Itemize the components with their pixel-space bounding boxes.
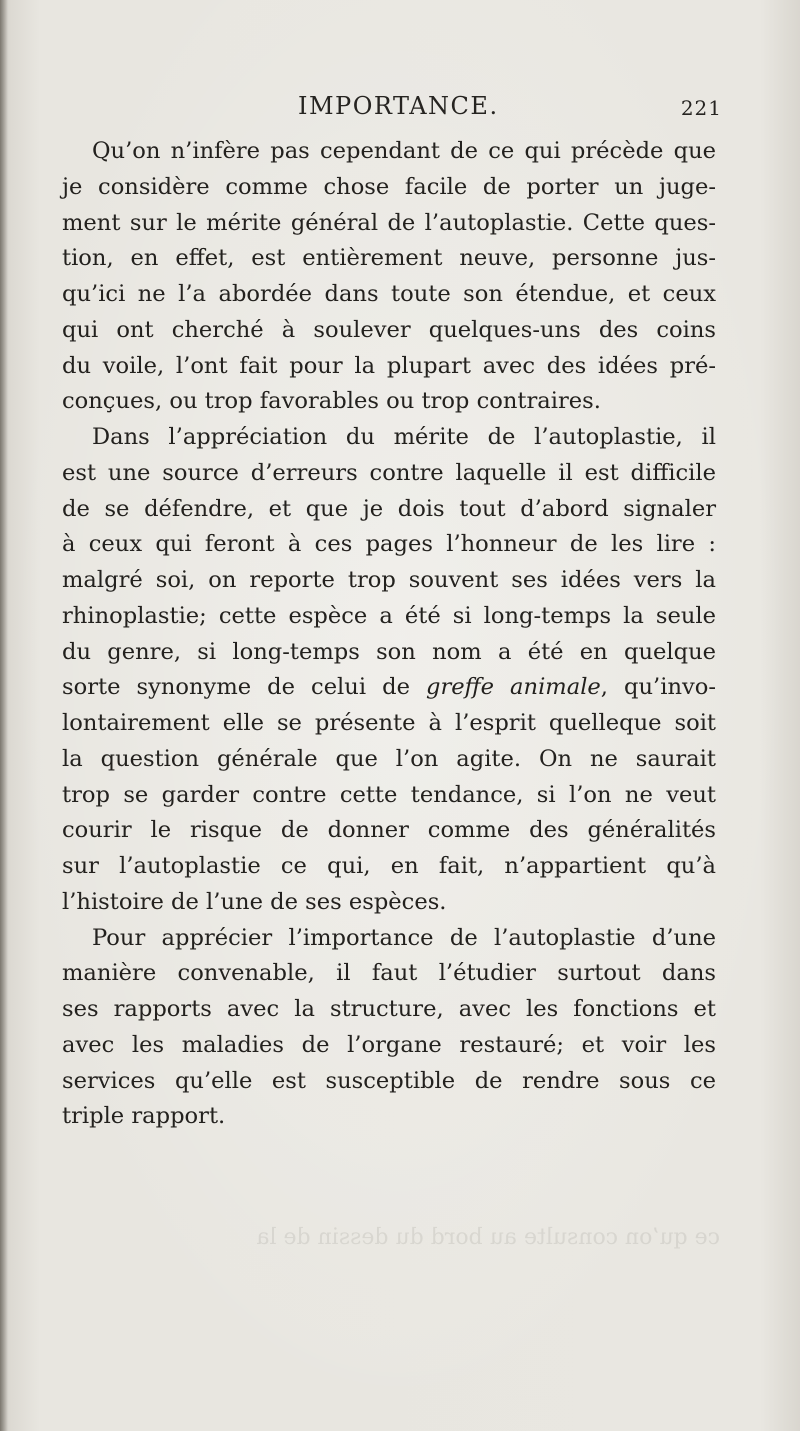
text-line: du voile, l’ont fait pour la plupart avec des idées pré- xyxy=(62,352,716,379)
text-line: sorte synonyme de celui de greffe animale, qu’invo- xyxy=(62,674,716,701)
body-text xyxy=(62,134,716,1135)
italic-term: greffe animale xyxy=(426,674,601,701)
paragraph-2 xyxy=(62,420,716,921)
text-line: l’histoire de l’une de ses espèces. xyxy=(62,888,447,915)
text-line: lontairement elle se présente à l’esprit quelleque soit xyxy=(62,710,716,736)
text-line: ment sur le mérite général de l’autoplastie. Cette ques- xyxy=(62,209,716,236)
text-line: triple rapport. xyxy=(62,1103,226,1130)
text-line: de se défendre, et que je dois tout d’abord signaler xyxy=(62,495,716,522)
text-line: sur l’autoplastie ce qui, en fait, n’appartient qu’à xyxy=(62,853,716,879)
text-line: est une source d’erreurs contre laquelle il est difficile xyxy=(62,459,716,486)
text-line: Pour apprécier l’importance de l’autoplastie d’une xyxy=(92,924,716,951)
text-line: avec les maladies de l’organe restauré; et voir les xyxy=(62,1031,716,1058)
page-number: 221 xyxy=(680,96,722,120)
paragraph-1 xyxy=(62,134,716,420)
text-line: Qu’on n’infère pas cependant de ce qui précède que xyxy=(92,138,716,164)
text-line: malgré soi, on reporte trop souvent ses idées vers la xyxy=(62,567,716,593)
text-line: tion, en effet, est entièrement neuve, personne jus- xyxy=(62,245,716,272)
text-line: la question générale que l’on agite. On ne saurait xyxy=(62,745,716,772)
text-line: conçues, ou trop favorables ou trop contraires. xyxy=(62,388,601,415)
running-head-title: IMPORTANCE. xyxy=(298,92,499,120)
text-line: rhinoplastie; cette espèce a été si long-temps la seule xyxy=(62,602,716,629)
text-line: trop se garder contre cette tendance, si l’on ne veut xyxy=(62,781,716,808)
paragraph-3 xyxy=(62,921,716,1136)
text-line: courir le risque de donner comme des généralités xyxy=(62,817,716,844)
text-line: ses rapports avec la structure, avec les fonctions et xyxy=(62,996,716,1022)
show-through-text: ce qu’on consulte au bord du dessin de la xyxy=(256,1225,720,1250)
text-line: du genre, si long-temps son nom a été en quelque xyxy=(62,638,716,665)
text-line: à ceux qui feront à ces pages l’honneur de les lire : xyxy=(62,531,716,558)
running-head xyxy=(62,90,722,130)
gutter-shadow xyxy=(0,0,8,1431)
text-line: Dans l’appréciation du mérite de l’autoplastie, il xyxy=(92,424,716,450)
text-line: manière convenable, il faut l’étudier surtout dans xyxy=(62,960,716,987)
text-line: services qu’elle est susceptible de rendre sous ce xyxy=(62,1067,716,1094)
text-line: qui ont cherché à soulever quelques-uns des coins xyxy=(62,316,716,343)
text-line: je considère comme chose facile de porter un juge- xyxy=(62,173,716,200)
text-line: qu’ici ne l’a abordée dans toute son étendue, et ceux xyxy=(62,281,716,307)
